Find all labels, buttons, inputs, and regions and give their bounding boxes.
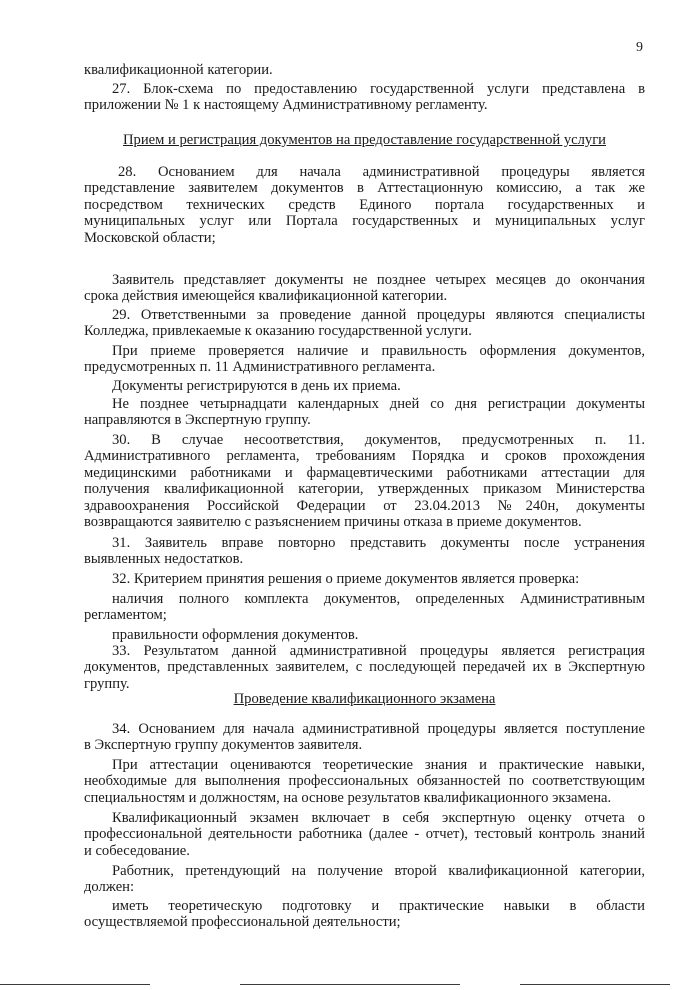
text-line: получения квалификационной категории, утвержденных приказом Министерства <box>84 481 645 498</box>
text-line: 31. Заявитель вправе повторно представить документы после устранения <box>112 535 645 551</box>
text-line: медицинскими работниками и фармацевтическими работниками аттестации для <box>84 464 645 481</box>
text-line: Заявитель представляет документы не позднее четырех месяцев до окончания <box>112 272 645 288</box>
text-line: 33. Результатом данной административной процедуры является регистрация <box>112 643 645 659</box>
text-line: представление заявителем документов в Аттестационную комиссию, а так же <box>84 180 645 197</box>
text-line: 28. Основанием для начала административной процедуры является <box>118 164 645 180</box>
text-line: осуществляемой профессиональной деятельности; <box>84 914 401 931</box>
paragraph-32 <box>84 571 645 587</box>
paragraph-completeness <box>84 591 645 624</box>
text-line: посредством технических средств Единого портала государственных и <box>84 196 645 213</box>
text-line: направляются в Экспертную группу. <box>84 412 311 429</box>
paragraph-28 <box>84 164 645 246</box>
text-line: Не позднее четырнадцати календарных дней со дня регистрации документы <box>112 396 645 412</box>
text-line: 34. Основанием для начала административной процедуры является поступление <box>112 721 645 737</box>
text-line: регламентом; <box>84 607 167 624</box>
footer-rule-left <box>0 984 150 985</box>
paragraph-attestation <box>84 757 645 806</box>
text-line: и собеседование. <box>84 842 190 859</box>
paragraph-worker <box>84 863 645 896</box>
paragraph-34 <box>84 721 645 754</box>
paragraph-registration <box>84 378 645 394</box>
text-line: должен: <box>84 879 135 896</box>
paragraph-deadline <box>84 396 645 429</box>
text-line: специальностям и должностям, на основе результатов квалификационного экзамена. <box>84 789 612 806</box>
footer-rule-right <box>520 984 670 985</box>
paragraph-27 <box>84 81 645 114</box>
text-line: 29. Ответственными за проведение данной процедуры являются специалисты <box>112 307 645 323</box>
text-line: группу. <box>84 675 130 692</box>
section-heading-reception: Прием и регистрация документов на предоставление государственной услуги <box>122 132 606 148</box>
text-line: При аттестации оцениваются теоретические знания и практические навыки, <box>112 757 645 773</box>
text-line: Административного регламента, требованиям Порядка и сроков прохождения <box>84 448 645 465</box>
text-line: 32. Критерием принятия решения о приеме документов является проверка: <box>112 571 580 587</box>
text-line: Колледжа, привлекаемые к оказанию государственной услуги. <box>84 323 472 340</box>
paragraph-30 <box>84 432 645 530</box>
paragraph-exam <box>84 810 645 859</box>
text-line: здравоохранения Российской Федерации от 23.04.2013 №240н, документы <box>84 497 645 514</box>
paragraph-applicant <box>84 272 645 305</box>
text-line: необходимые для выполнения профессиональных обязанностей по соответствующим <box>84 773 645 790</box>
text-line: документов, представленных заявителем, с последующей передачей их в Экспертную <box>84 659 645 676</box>
text-line: выявленных недостатков. <box>84 551 244 568</box>
text-line: в Экспертную группу документов заявителя. <box>84 737 363 754</box>
section-heading-exam: Проведение квалификационного экзамена <box>233 691 496 707</box>
text-line: квалификационной категории. <box>84 62 273 78</box>
text-line: профессиональной деятельности работника (далее - отчет), тестовый контроль знаний <box>84 826 645 843</box>
text-line: срока действия имеющейся квалификационной категории. <box>84 288 448 305</box>
text-line: возвращаются заявителю с разъяснением причины отказа в приеме документов. <box>84 514 582 531</box>
footer-rule-middle <box>240 984 460 985</box>
text-line: 27. Блок-схема по предоставлению государственной услуги представлена в <box>112 81 645 97</box>
paragraph-31 <box>84 535 645 568</box>
text-line: Работник, претендующий на получение второй квалификационной категории, <box>112 863 645 879</box>
text-line: наличия полного комплекта документов, определенных Административным <box>112 591 645 607</box>
paragraph-continuation <box>84 62 645 78</box>
text-line: муниципальных услуг или Портала государственных и муниципальных услуг <box>84 213 645 230</box>
text-line: При приеме проверяется наличие и правильность оформления документов, <box>112 343 645 359</box>
text-line: Московской области; <box>84 229 216 246</box>
text-line: приложении № 1 к настоящему Административному регламенту. <box>84 97 488 114</box>
text-line: Документы регистрируются в день их приема. <box>112 378 401 394</box>
paragraph-correctness <box>84 627 645 643</box>
text-line: иметь теоретическую подготовку и практические навыки в области <box>112 898 645 914</box>
text-line: правильности оформления документов. <box>112 627 359 643</box>
paragraph-reception-check <box>84 343 645 376</box>
paragraph-29 <box>84 307 645 340</box>
text-line: Квалификационный экзамен включает в себя экспертную оценку отчета о <box>112 810 645 826</box>
text-line: предусмотренных п. 11 Административного регламента. <box>84 359 436 376</box>
page-number: 9 <box>636 40 643 55</box>
paragraph-33 <box>84 643 645 692</box>
paragraph-requirements <box>84 898 645 931</box>
text-line: 30. В случае несоответствия, документов, предусмотренных п. 11. <box>112 432 645 448</box>
